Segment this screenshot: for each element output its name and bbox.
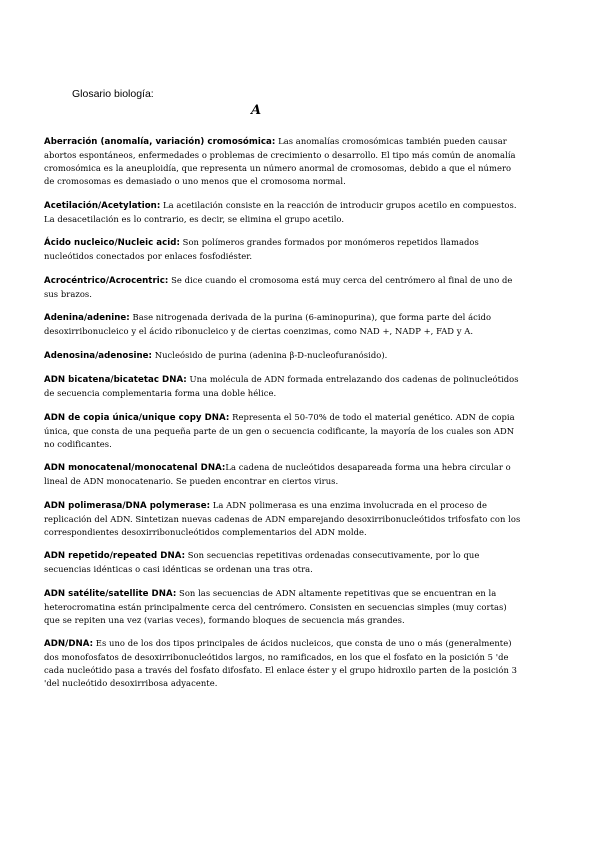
- entry-term: Acrocéntrico/Acrocentric:: [44, 275, 169, 286]
- section-letter: A: [251, 103, 262, 118]
- entry-definition: Son secuencias repetitivas ordenadas consecutivamente, por lo que secuencias idénticas o casi idénticas se ordenan una tras otra.: [44, 550, 480, 574]
- glossary-entry: [44, 587, 522, 627]
- glossary-entry: [44, 135, 522, 188]
- entry-definition: La ADN polimerasa es una enzima involucrada en el proceso de replicación del ADN. Sintetizan nuevas cadenas de ADN emparejando desoxirribonucleótidos trifosfato con los correspondientes desoxirribonucleótidos complementarios del ADN molde.: [44, 499, 521, 537]
- glossary-entry: [44, 373, 522, 400]
- entry-term: ADN monocatenal/monocatenal DNA:: [44, 463, 226, 473]
- entry-term: ADN/DNA:: [44, 639, 94, 649]
- entry-term: Adenina/adenine:: [44, 313, 130, 323]
- glossary-entry: [44, 499, 522, 539]
- entry-definition: Son las secuencias de ADN altamente repetitivas que se encuentran en la heterocromatina están principalmente cerca del centrómero. Consisten en secuencias simples (muy cortas) que se repiten una vez (varias veces), formando bloques de secuencia más grandes.: [44, 587, 507, 625]
- glossary-entry: [44, 411, 522, 451]
- glossary-entry: [44, 311, 522, 338]
- entry-definition: La cadena de nucleótidos desapareada forma una hebra circular o lineal de ADN monocatenario. Se pueden encontrar en ciertos virus.: [44, 462, 511, 486]
- entry-term: Aberración (anomalía, variación) cromosómica:: [44, 137, 276, 147]
- glossary-entry: [44, 349, 522, 363]
- entry-term: ADN repetido/repeated DNA:: [44, 551, 186, 561]
- entry-term: ADN polimerasa/DNA polymerase:: [44, 500, 211, 511]
- glossary-entry: [44, 236, 522, 263]
- glossary-entry: [44, 461, 522, 488]
- entry-term: ADN de copia única/unique copy DNA:: [44, 412, 230, 423]
- entry-definition: Base nitrogenada derivada de la purina (6-aminopurina), que forma parte del ácido desoxirribonucleico y el ácido ribonucleico y de ciertas coenzimas, como NAD +, NADP +, FAD y A.: [44, 312, 492, 336]
- glossary-entry: [44, 274, 522, 301]
- entry-definition: Representa el 50-70% de todo el material genético. ADN de copia única, que consta de una pequeña parte de un gen o secuencia codificante, la mayoría de los cuales son ADN no codificantes.: [44, 411, 515, 449]
- glossary-entry: [44, 637, 522, 690]
- document-title: Glosario biología:: [72, 88, 154, 100]
- entry-definition: Se dice cuando el cromosoma está muy cerca del centrómero al final de uno de sus brazos.: [44, 274, 513, 299]
- glossary-entry: [44, 549, 522, 576]
- entry-definition: Una molécula de ADN formada entrelazando dos cadenas de polinucleótidos de secuencia complementaria forma una doble hélice.: [44, 374, 519, 398]
- entry-term: Adenosina/adenosine:: [44, 350, 153, 361]
- entry-definition: Es uno de los dos tipos principales de ácidos nucleicos, que consta de uno o más (generalmente) dos monofosfatos de desoxirribonucleótidos largos, no ramificados, en los que el fosfato en la posición 5 'de cada nucleótido pasa a través del fosfato difosfato. El enlace éster y el grupo hidroxilo parten de la posición 3 'del nucleótido desoxirribosa adyacente.: [44, 638, 518, 688]
- entry-term: Acetilación/Acetylation:: [44, 200, 161, 211]
- entry-definition: Son polímeros grandes formados por monómeros repetidos llamados nucleótidos conectados por enlaces fosfodiéster.: [44, 237, 479, 261]
- entry-term: Ácido nucleico/Nucleic acid:: [44, 238, 180, 248]
- entry-definition: La acetilación consiste en la reacción de introducir grupos acetilo en compuestos. La desacetilación es lo contrario, es decir, se elimina el grupo acetilo.: [44, 199, 517, 224]
- entry-definition: Las anomalías cromosómicas también pueden causar abortos espontáneos, enfermedades o problemas de crecimiento o desarrollo. El tipo más común de anomalía cromosómica es la aneuploidía, que representa un número anormal de cromosomas, debido a que el número de cromosomas es demasiado o uno menos que el cromosoma normal.: [44, 136, 516, 186]
- glossary-entry: [44, 199, 522, 226]
- glossary-entries: [44, 135, 522, 701]
- entry-term: ADN bicatena/bicatetac DNA:: [44, 375, 187, 385]
- entry-term: ADN satélite/satellite DNA:: [44, 588, 177, 599]
- entry-definition: Nucleósido de purina (adenina β-D-nucleofuranósido).: [152, 349, 388, 360]
